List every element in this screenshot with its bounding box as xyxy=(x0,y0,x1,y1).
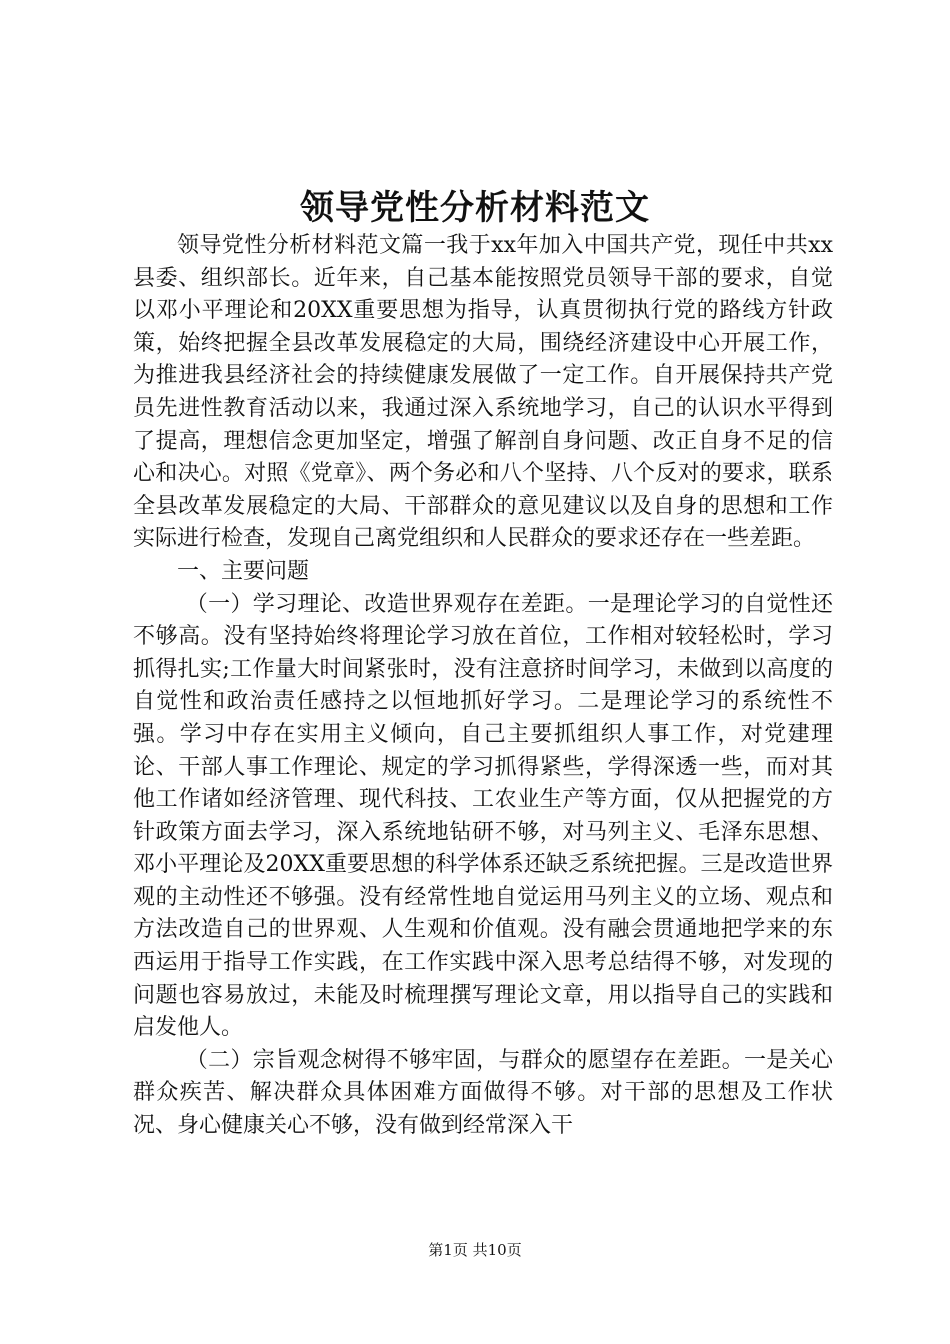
intro-paragraph: 领导党性分析材料范文篇一我于xx年加入中国共产党，现任中共xx县委、组织部长。近年来，自己基本能按照党员领导干部的要求，自觉以邓小平理论和20XX重要思想为指导，认真贯彻执行党的路线方针政策，始终把握全县改革发展稳定的大局，围绕经济建设中心开展工作，为推进我县经济社会的持续健康发展做了一定工作。自开展保持共产党员先进性教育活动以来，我通过深入系统地学习，自己的认识水平得到了提高，理想信念更加坚定，增强了解剖自身问题、改正自身不足的信心和决心。对照《党章》、两个务必和八个坚持、八个反对的要求，联系全县改革发展稳定的大局、干部群众的意见建议以及自身的思想和工作实际进行检查，发现自己离党组织和人民群众的要求还存在一些差距。 xyxy=(133,233,833,552)
subsection-paragraph-2: （二）宗旨观念树得不够牢固，与群众的愿望存在差距。一是关心群众疾苦、解决群众具体困难方面做得不够。对干部的思想及工作状况、身心健康关心不够，没有做到经常深入干 xyxy=(133,1047,833,1139)
page-number-footer: 第1页 共10页 xyxy=(428,1241,522,1259)
document-body xyxy=(133,230,833,1143)
section-heading: 一、主要问题 xyxy=(177,558,310,584)
subsection-paragraph-1: （一）学习理论、改造世界观存在差距。一是理论学习的自觉性还不够高。没有坚持始终将理论学习放在首位，工作相对较轻松时，学习抓得扎实;工作量大时间紧张时，没有注意挤时间学习，未做到以高度的自觉性和政治责任感持之以恒地抓好学习。二是理论学习的系统性不强。学习中存在实用主义倾向，自己主要抓组织人事工作，对党建理论、干部人事工作理论、规定的学习抓得紧些，学得深透一些，而对其他工作诸如经济管理、现代科技、工农业生产等方面，仅从把握党的方针政策方面去学习，深入系统地钻研不够，对马列主义、毛泽东思想、邓小平理论及20XX重要思想的科学体系还缺乏系统把握。三是改造世界观的主动性还不够强。没有经常性地自觉运用马列主义的立场、观点和方法改造自己的世界观、人生观和价值观。没有融会贯通地把学来的东西运用于指导工作实践，在工作实践中深入思考总结得不够，对发现的问题也容易放过，未能及时梳理撰写理论文章，用以指导自己的实践和启发他人。 xyxy=(133,591,833,1041)
page-title: 领导党性分析材料范文 xyxy=(300,188,650,228)
